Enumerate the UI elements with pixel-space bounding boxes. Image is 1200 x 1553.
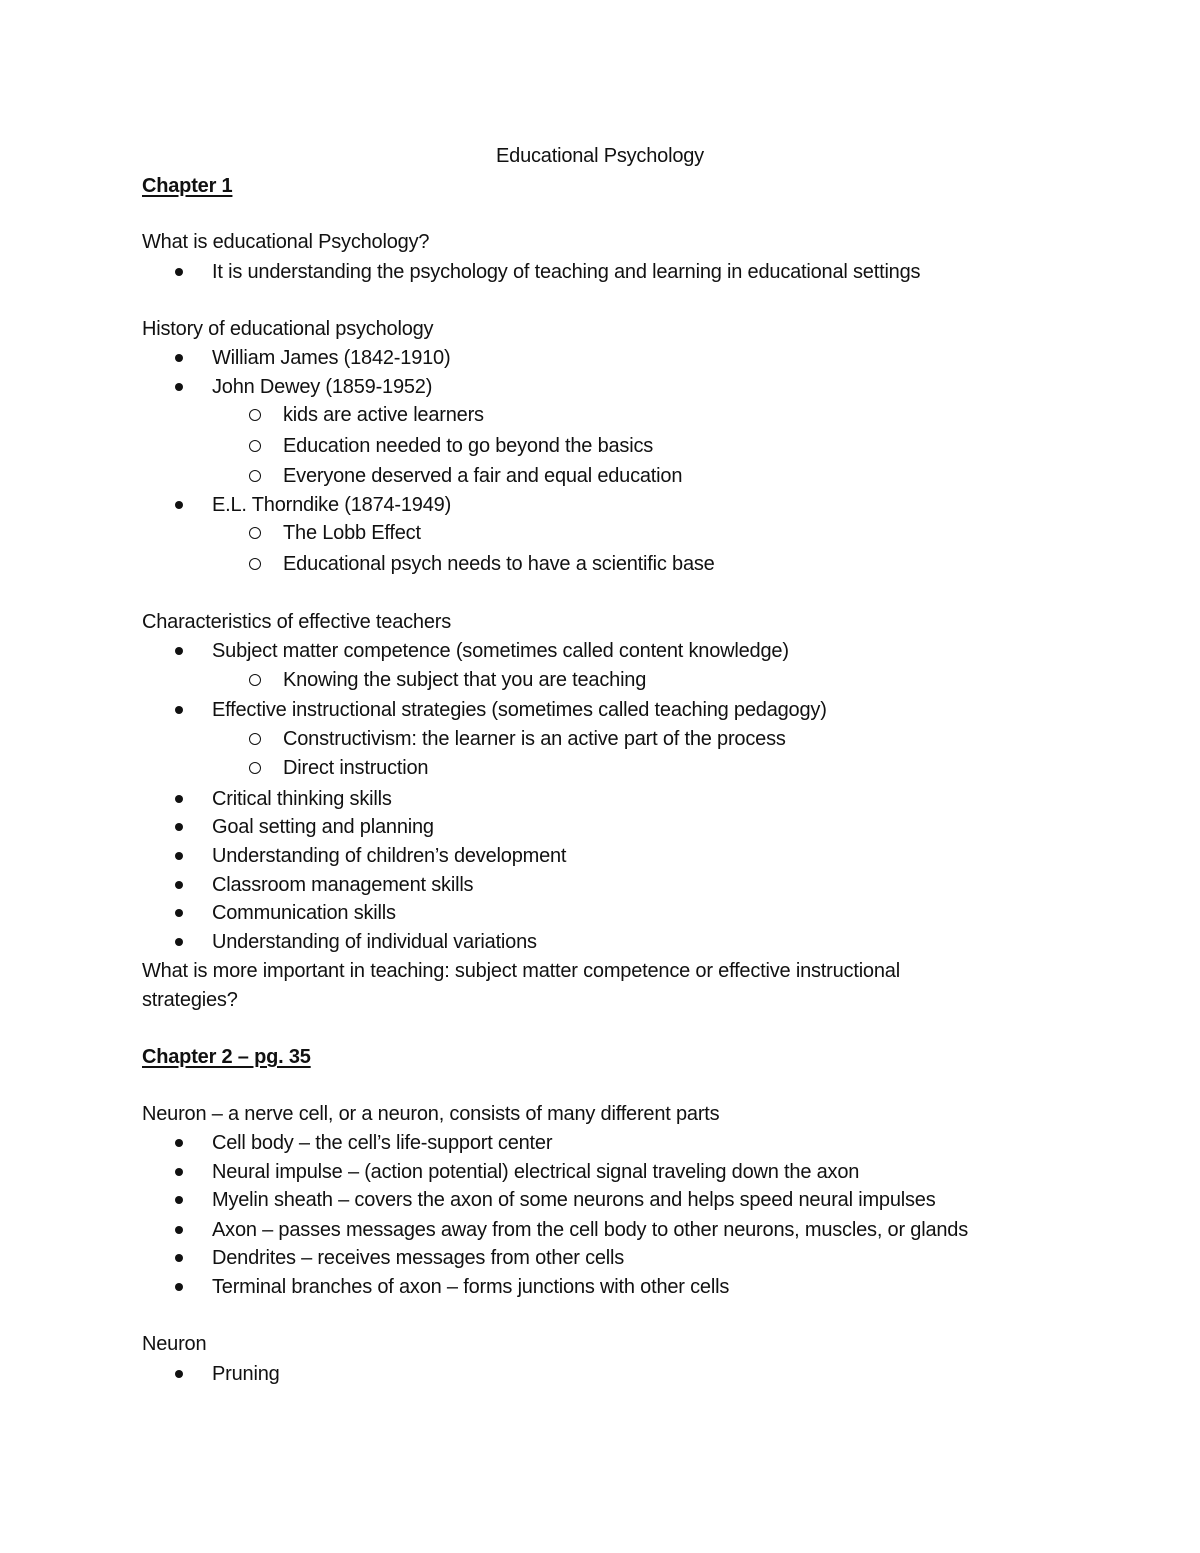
list-item: kids are active learners (283, 404, 484, 426)
chapter-2-heading: Chapter 2 – pg. 35 (142, 1046, 311, 1068)
bullet-icon (175, 1196, 183, 1204)
neuron-intro: Neuron – a nerve cell, or a neuron, consists of many different parts (142, 1103, 720, 1125)
bullet-icon (175, 706, 183, 714)
sub-bullet-icon (249, 733, 261, 745)
bullet-icon (175, 795, 183, 803)
document-title: Educational Psychology (496, 145, 704, 167)
sub-bullet-icon (249, 674, 261, 686)
list-item: E.L. Thorndike (1874-1949) (212, 494, 452, 516)
bullet-icon (175, 1283, 183, 1291)
sub-bullet-icon (249, 409, 261, 421)
list-item: Subject matter competence (sometimes called content knowledge) (212, 640, 789, 662)
list-item: Understanding of children’s development (212, 845, 567, 867)
neuron-heading: Neuron (142, 1333, 207, 1355)
bullet-icon (175, 647, 183, 655)
list-item: Education needed to go beyond the basics (283, 435, 654, 457)
sub-bullet-icon (249, 527, 261, 539)
list-item: Direct instruction (283, 757, 429, 779)
list-item: Communication skills (212, 902, 396, 924)
list-item: Myelin sheath – covers the axon of some neurons and helps speed neural impulses (212, 1189, 936, 1211)
sub-bullet-icon (249, 762, 261, 774)
chapter-1-heading: Chapter 1 (142, 175, 233, 197)
bullet-icon (175, 1370, 183, 1378)
list-item: Effective instructional strategies (sometimes called teaching pedagogy) (212, 699, 827, 721)
characteristics-heading: Characteristics of effective teachers (142, 611, 452, 633)
list-item: The Lobb Effect (283, 522, 421, 544)
list-item: Classroom management skills (212, 874, 474, 896)
sub-bullet-icon (249, 440, 261, 452)
list-item: Critical thinking skills (212, 788, 392, 810)
list-item: Dendrites – receives messages from other cells (212, 1247, 625, 1269)
list-item: John Dewey (1859-1952) (212, 376, 433, 398)
list-item: Knowing the subject that you are teaching (283, 669, 647, 691)
bullet-icon (175, 383, 183, 391)
list-item: Constructivism: the learner is an active part of the process (283, 728, 786, 750)
list-item: Understanding of individual variations (212, 931, 537, 953)
question-more-important-line2: strategies? (142, 989, 238, 1011)
bullet-icon (175, 823, 183, 831)
bullet-icon (175, 268, 183, 276)
bullet-icon (175, 852, 183, 860)
list-item: Neural impulse – (action potential) electrical signal traveling down the axon (212, 1161, 860, 1183)
list-item: Axon – passes messages away from the cell body to other neurons, muscles, or glands (212, 1219, 969, 1241)
list-item: Pruning (212, 1363, 280, 1385)
question-more-important-line1: What is more important in teaching: subject matter competence or effective instructional (142, 960, 900, 982)
list-item: It is understanding the psychology of teaching and learning in educational settings (212, 261, 921, 283)
list-item: Goal setting and planning (212, 816, 434, 838)
sub-bullet-icon (249, 558, 261, 570)
bullet-icon (175, 501, 183, 509)
bullet-icon (175, 354, 183, 362)
list-item: Cell body – the cell’s life-support center (212, 1132, 553, 1154)
bullet-icon (175, 938, 183, 946)
list-item: William James (1842-1910) (212, 347, 451, 369)
list-item: Terminal branches of axon – forms junctions with other cells (212, 1276, 730, 1298)
history-heading: History of educational psychology (142, 318, 434, 340)
bullet-icon (175, 881, 183, 889)
sub-bullet-icon (249, 470, 261, 482)
question-what-is-ed-psych: What is educational Psychology? (142, 231, 430, 253)
bullet-icon (175, 1139, 183, 1147)
bullet-icon (175, 1168, 183, 1176)
list-item: Everyone deserved a fair and equal education (283, 465, 683, 487)
bullet-icon (175, 909, 183, 917)
bullet-icon (175, 1226, 183, 1234)
list-item: Educational psych needs to have a scientific base (283, 553, 715, 575)
bullet-icon (175, 1254, 183, 1262)
